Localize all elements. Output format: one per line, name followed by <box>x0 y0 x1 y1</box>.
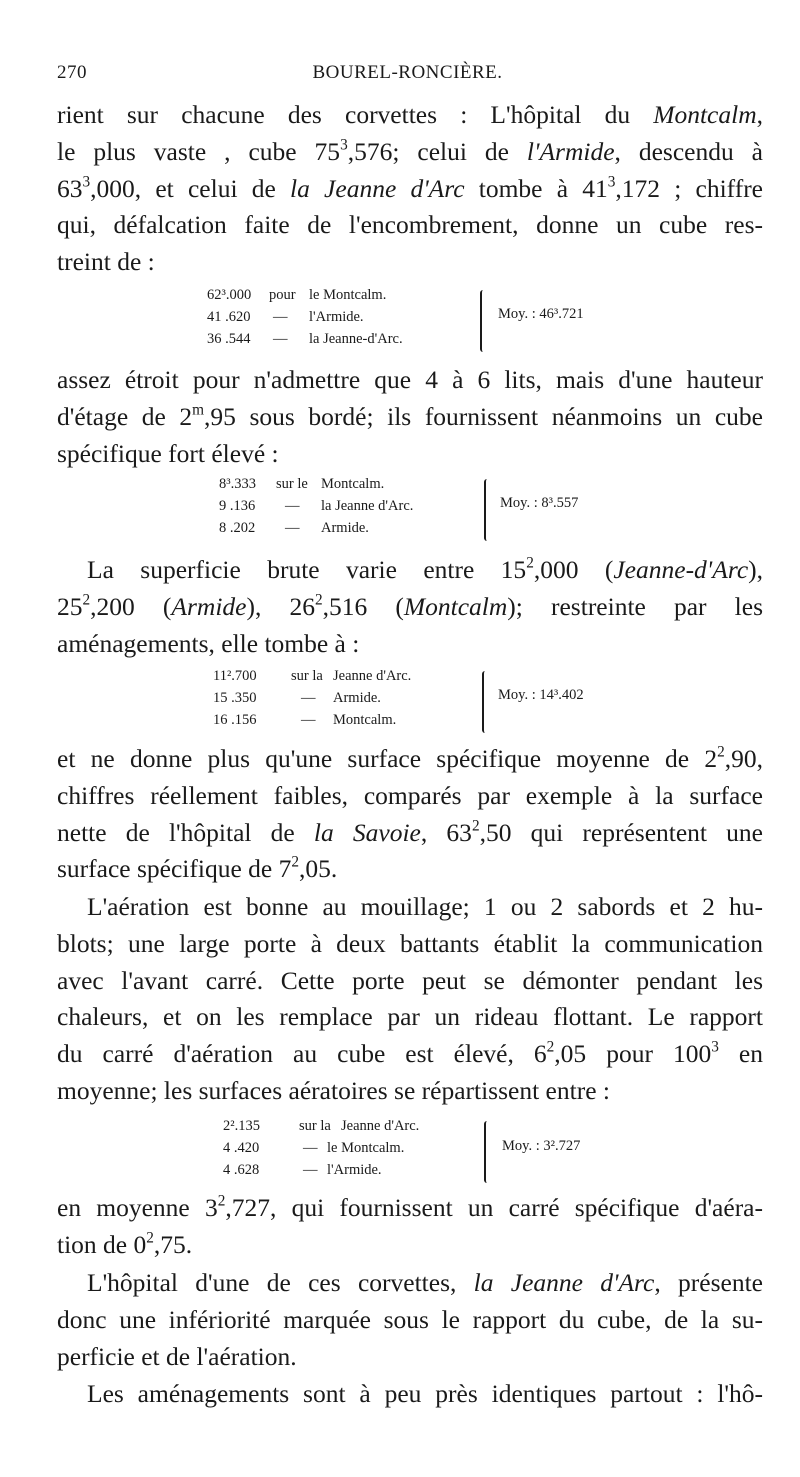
text-line: La superficie brute varie entre $15^2,000$ (Jeanne-d'Arc), <box>87 554 764 584</box>
table-row: 2².135 sur la Jeanne d'Arc. <box>223 1118 420 1134</box>
table-row: 4 .420 — le Montcalm. <box>223 1140 405 1156</box>
text-line: en moyenne $3^2,727$, qui fournissent un carré spécifique d'aéra- <box>57 1192 763 1222</box>
text-line: du carré d'aération au cube est élevé, $6^2,05$ pour $100^3$ en <box>57 1038 763 1069</box>
text-line: perficie et de l'aération. <box>57 1341 297 1371</box>
text-line: $63^3,000$, et celui de la Jeanne d'Arc tombe à $41^3,172$ ; chiffre <box>57 172 763 203</box>
text-line: L'aération est bonne au mouillage; 1 ou 2 sabords et 2 hu- <box>87 892 763 921</box>
page-number: 270 <box>57 62 87 83</box>
text-line: nette de l'hôpital de la Savoie, $63^2,50$ qui représentent une <box>57 816 763 847</box>
table-row: 11².700 sur la Jeanne d'Arc. <box>213 668 412 684</box>
specific-cube-table <box>219 473 479 539</box>
table-row: 15 .350 — Armide. <box>213 690 381 706</box>
text-line: $25^2,200$ (Armide), $26^2,516$ (Montcalm); restreinte par les <box>57 591 763 621</box>
paragraph-5 <box>57 889 763 1110</box>
cube-table <box>207 284 467 350</box>
text-line: treint de : <box>57 247 155 277</box>
paragraph-6 <box>57 1190 763 1264</box>
paragraph-4 <box>57 741 763 888</box>
table-row: 8³.333 sur le Montcalm. <box>219 476 385 492</box>
running-header <box>57 62 758 84</box>
paragraph-7 <box>57 1265 763 1375</box>
average-value: Moy. : 14³.402 <box>498 687 584 703</box>
text-line: blots; une large porte à deux battants établit la communication <box>57 928 763 958</box>
table-row: 62³.000 pour le Montcalm. <box>207 287 387 303</box>
text-line: spécifique fort élevé : <box>57 438 279 468</box>
text-line: tion de $0^2,75$. <box>57 1229 193 1259</box>
text-line: rient sur chacune des corvettes : L'hôpital du Montcalm, <box>57 100 763 129</box>
text-line: donc une infériorité marquée sous le rapport du cube, de la su- <box>57 1304 763 1334</box>
aeration-table <box>223 1115 483 1181</box>
brace-icon <box>484 479 490 541</box>
paragraph-1 <box>57 97 763 281</box>
text-line: moyenne; les surfaces aératoires se répartissent entre : <box>57 1075 610 1105</box>
text-line: assez étroit pour n'admettre que 4 à 6 lits, mais d'une hauteur <box>57 365 763 394</box>
surface-table <box>213 665 483 731</box>
table-row: 41 .620 — l'Armide. <box>207 309 364 325</box>
text-line: d'étage de 2$^m$,95 sous bordé; ils fournissent néanmoins un cube <box>57 401 763 431</box>
table-row: 16 .156 — Montcalm. <box>213 712 397 728</box>
brace-icon <box>482 671 488 733</box>
table-row: 8 .202 — Armide. <box>219 520 369 536</box>
average-value: Moy. : 3².727 <box>502 1138 581 1154</box>
text-line: chiffres réellement faibles, comparés par exemple à la surface <box>57 780 763 810</box>
text-line: qui, défalcation faite de l'encombrement, donne un cube res- <box>57 210 763 240</box>
table-row: 9 .136 — la Jeanne d'Arc. <box>219 498 414 514</box>
table-row: 36 .544 — la Jeanne-d'Arc. <box>207 331 403 347</box>
average-value: Moy. : 8³.557 <box>500 495 579 511</box>
average-value: Moy. : 46³.721 <box>498 306 584 322</box>
brace-icon <box>484 1121 490 1183</box>
running-title: BOUREL-RONCIÈRE. <box>312 62 503 83</box>
text-line: L'hôpital d'une de ces corvettes, la Jeanne d'Arc, présente <box>87 1268 763 1297</box>
text-line: avec l'avant carré. Cette porte peut se démonter pendant les <box>57 965 763 995</box>
paragraph-8 <box>57 1376 763 1413</box>
brace-icon <box>480 290 486 352</box>
text-line: Les aménagements sont à peu près identiques partout : l'hô- <box>87 1379 763 1408</box>
text-line: le plus vaste , cube $75^3,576$; celui de l'Armide, descendu à <box>57 136 763 166</box>
text-line: aménagements, elle tombe à : <box>57 628 360 658</box>
table-row: 4 .628 — l'Armide. <box>223 1162 382 1178</box>
text-line: et ne donne plus qu'une surface spécifique moyenne de $2^2,90$, <box>57 743 763 773</box>
text-line: chaleurs, et on les remplace par un rideau flottant. Le rapport <box>57 1002 763 1032</box>
paragraph-2 <box>57 362 763 472</box>
text-line: surface spécifique de $7^2,05$. <box>57 853 338 884</box>
paragraph-3 <box>57 552 763 662</box>
